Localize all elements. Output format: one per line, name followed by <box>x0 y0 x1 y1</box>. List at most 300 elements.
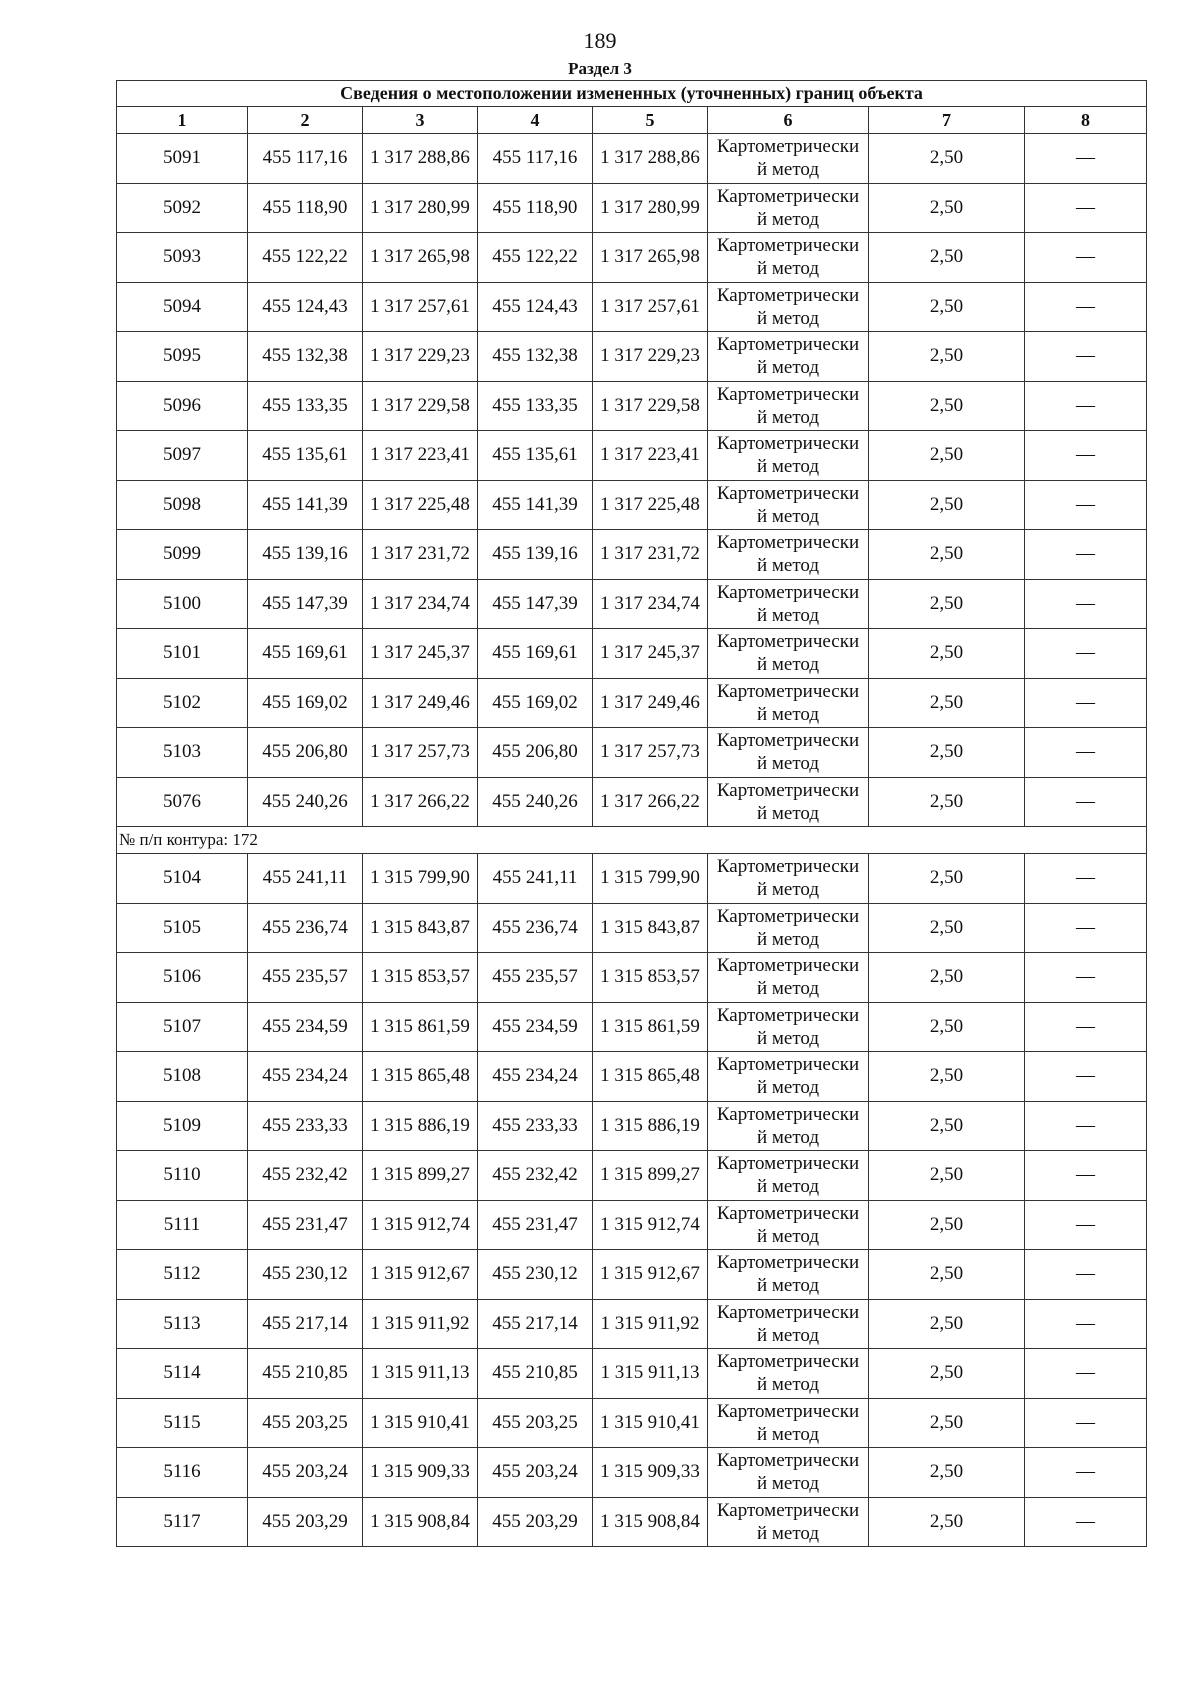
x-existing-cell: 455 234,24 <box>248 1052 363 1102</box>
point-number-cell: 5094 <box>117 282 248 332</box>
y-new-cell: 1 317 229,23 <box>593 332 708 382</box>
x-new-cell: 455 133,35 <box>478 381 593 431</box>
point-number-cell: 5092 <box>117 183 248 233</box>
method-cell <box>708 854 869 904</box>
description-cell: — <box>1025 1101 1147 1151</box>
y-new-cell: 1 317 229,58 <box>593 381 708 431</box>
method-line-2: й метод <box>756 1324 820 1346</box>
method-cell <box>708 282 869 332</box>
method-line-1: Картометрически <box>716 730 860 752</box>
y-new-cell: 1 317 245,37 <box>593 629 708 679</box>
y-new-cell: 1 315 912,74 <box>593 1200 708 1250</box>
method-line-1: Картометрически <box>716 1054 860 1076</box>
method-cell <box>708 629 869 679</box>
method-line-2: й метод <box>756 1275 820 1297</box>
accuracy-cell: 2,50 <box>869 1250 1025 1300</box>
method-line-1: Картометрически <box>716 185 860 207</box>
description-cell: — <box>1025 777 1147 827</box>
x-existing-cell: 455 203,29 <box>248 1497 363 1547</box>
description-cell: — <box>1025 1497 1147 1547</box>
table-row <box>117 183 1147 233</box>
accuracy-cell: 2,50 <box>869 381 1025 431</box>
column-number-8: 8 <box>1025 107 1147 134</box>
y-existing-cell: 1 315 886,19 <box>363 1101 478 1151</box>
y-new-cell: 1 315 911,13 <box>593 1349 708 1399</box>
method-line-2: й метод <box>756 604 820 626</box>
method-line-2: й метод <box>756 406 820 428</box>
y-new-cell: 1 317 234,74 <box>593 579 708 629</box>
y-existing-cell: 1 315 910,41 <box>363 1398 478 1448</box>
method-cell <box>708 579 869 629</box>
method-line-2: й метод <box>756 456 820 478</box>
x-new-cell: 455 117,16 <box>478 134 593 184</box>
description-cell: — <box>1025 678 1147 728</box>
y-existing-cell: 1 317 223,41 <box>363 431 478 481</box>
point-number-cell: 5098 <box>117 480 248 530</box>
y-existing-cell: 1 317 229,23 <box>363 332 478 382</box>
method-cell <box>708 728 869 778</box>
x-existing-cell: 455 206,80 <box>248 728 363 778</box>
method-line-1: Картометрически <box>716 532 860 554</box>
y-existing-cell: 1 317 266,22 <box>363 777 478 827</box>
accuracy-cell: 2,50 <box>869 1299 1025 1349</box>
point-number-cell: 5113 <box>117 1299 248 1349</box>
method-line-2: й метод <box>756 505 820 527</box>
accuracy-cell: 2,50 <box>869 1448 1025 1498</box>
accuracy-cell: 2,50 <box>869 530 1025 580</box>
method-line-2: й метод <box>756 357 820 379</box>
description-cell: — <box>1025 953 1147 1003</box>
x-new-cell: 455 210,85 <box>478 1349 593 1399</box>
description-cell: — <box>1025 530 1147 580</box>
table-row <box>117 332 1147 382</box>
description-cell: — <box>1025 728 1147 778</box>
accuracy-cell: 2,50 <box>869 1052 1025 1102</box>
method-cell <box>708 530 869 580</box>
y-new-cell: 1 317 249,46 <box>593 678 708 728</box>
description-cell: — <box>1025 282 1147 332</box>
table-row <box>117 1101 1147 1151</box>
method-line-2: й метод <box>756 879 820 901</box>
x-existing-cell: 455 141,39 <box>248 480 363 530</box>
table-row <box>117 1398 1147 1448</box>
x-new-cell: 455 203,25 <box>478 1398 593 1448</box>
point-number-cell: 5103 <box>117 728 248 778</box>
method-line-1: Картометрически <box>716 383 860 405</box>
description-cell: — <box>1025 381 1147 431</box>
x-existing-cell: 455 241,11 <box>248 854 363 904</box>
method-line-1: Картометрически <box>716 856 860 878</box>
accuracy-cell: 2,50 <box>869 134 1025 184</box>
method-line-2: й метод <box>756 1027 820 1049</box>
description-cell: — <box>1025 183 1147 233</box>
method-line-1: Картометрически <box>716 1499 860 1521</box>
method-cell <box>708 183 869 233</box>
method-cell <box>708 1349 869 1399</box>
y-existing-cell: 1 315 908,84 <box>363 1497 478 1547</box>
description-cell: — <box>1025 1151 1147 1201</box>
x-existing-cell: 455 147,39 <box>248 579 363 629</box>
y-new-cell: 1 315 853,57 <box>593 953 708 1003</box>
y-new-cell: 1 317 225,48 <box>593 480 708 530</box>
description-cell: — <box>1025 134 1147 184</box>
point-number-cell: 5110 <box>117 1151 248 1201</box>
y-new-cell: 1 317 280,99 <box>593 183 708 233</box>
table-row <box>117 777 1147 827</box>
description-cell: — <box>1025 480 1147 530</box>
method-cell <box>708 1497 869 1547</box>
y-new-cell: 1 317 266,22 <box>593 777 708 827</box>
y-new-cell: 1 315 899,27 <box>593 1151 708 1201</box>
contour-label: № п/п контура: 172 <box>117 827 1147 854</box>
x-new-cell: 455 147,39 <box>478 579 593 629</box>
table-row <box>117 903 1147 953</box>
method-line-1: Картометрически <box>716 1004 860 1026</box>
accuracy-cell: 2,50 <box>869 728 1025 778</box>
y-new-cell: 1 315 865,48 <box>593 1052 708 1102</box>
table-caption-row <box>117 81 1147 107</box>
method-line-2: й метод <box>756 1077 820 1099</box>
table-row <box>117 1299 1147 1349</box>
y-existing-cell: 1 315 843,87 <box>363 903 478 953</box>
method-line-1: Картометрически <box>716 334 860 356</box>
method-cell <box>708 903 869 953</box>
table-row <box>117 854 1147 904</box>
x-new-cell: 455 124,43 <box>478 282 593 332</box>
y-existing-cell: 1 315 911,13 <box>363 1349 478 1399</box>
method-line-2: й метод <box>756 208 820 230</box>
x-new-cell: 455 139,16 <box>478 530 593 580</box>
method-line-1: Картометрически <box>716 482 860 504</box>
table-row <box>117 1052 1147 1102</box>
column-number-row <box>117 107 1147 134</box>
y-new-cell: 1 315 909,33 <box>593 1448 708 1498</box>
description-cell: — <box>1025 903 1147 953</box>
table-row <box>117 1349 1147 1399</box>
description-cell: — <box>1025 1002 1147 1052</box>
point-number-cell: 5095 <box>117 332 248 382</box>
table-row <box>117 381 1147 431</box>
y-new-cell: 1 315 908,84 <box>593 1497 708 1547</box>
x-new-cell: 455 236,74 <box>478 903 593 953</box>
point-number-cell: 5100 <box>117 579 248 629</box>
method-cell <box>708 1299 869 1349</box>
accuracy-cell: 2,50 <box>869 282 1025 332</box>
y-existing-cell: 1 317 231,72 <box>363 530 478 580</box>
x-existing-cell: 455 203,25 <box>248 1398 363 1448</box>
table-row <box>117 134 1147 184</box>
y-existing-cell: 1 317 229,58 <box>363 381 478 431</box>
method-line-2: й метод <box>756 703 820 725</box>
method-line-2: й метод <box>756 654 820 676</box>
column-number-2: 2 <box>248 107 363 134</box>
method-cell <box>708 1151 869 1201</box>
point-number-cell: 5108 <box>117 1052 248 1102</box>
point-number-cell: 5102 <box>117 678 248 728</box>
x-new-cell: 455 217,14 <box>478 1299 593 1349</box>
x-new-cell: 455 132,38 <box>478 332 593 382</box>
y-existing-cell: 1 317 249,46 <box>363 678 478 728</box>
method-cell <box>708 1448 869 1498</box>
method-cell <box>708 1200 869 1250</box>
method-line-1: Картометрически <box>716 1202 860 1224</box>
method-line-1: Картометрически <box>716 235 860 257</box>
x-new-cell: 455 230,12 <box>478 1250 593 1300</box>
x-new-cell: 455 141,39 <box>478 480 593 530</box>
method-line-2: й метод <box>756 802 820 824</box>
method-cell <box>708 1101 869 1151</box>
method-cell <box>708 134 869 184</box>
method-line-1: Картометрически <box>716 1103 860 1125</box>
point-number-cell: 5104 <box>117 854 248 904</box>
y-existing-cell: 1 317 234,74 <box>363 579 478 629</box>
method-cell <box>708 678 869 728</box>
accuracy-cell: 2,50 <box>869 953 1025 1003</box>
method-cell <box>708 233 869 283</box>
description-cell: — <box>1025 1299 1147 1349</box>
method-line-2: й метод <box>756 1374 820 1396</box>
description-cell: — <box>1025 629 1147 679</box>
x-existing-cell: 455 118,90 <box>248 183 363 233</box>
point-number-cell: 5093 <box>117 233 248 283</box>
method-line-1: Картометрически <box>716 581 860 603</box>
point-number-cell: 5114 <box>117 1349 248 1399</box>
description-cell: — <box>1025 1250 1147 1300</box>
table-row <box>117 431 1147 481</box>
x-existing-cell: 455 234,59 <box>248 1002 363 1052</box>
x-existing-cell: 455 139,16 <box>248 530 363 580</box>
x-existing-cell: 455 230,12 <box>248 1250 363 1300</box>
method-cell <box>708 1052 869 1102</box>
description-cell: — <box>1025 1398 1147 1448</box>
table-row <box>117 728 1147 778</box>
y-existing-cell: 1 317 257,61 <box>363 282 478 332</box>
table-row <box>117 1497 1147 1547</box>
method-line-2: й метод <box>756 1522 820 1544</box>
method-line-2: й метод <box>756 555 820 577</box>
table-row <box>117 282 1147 332</box>
contour-row <box>117 827 1147 854</box>
description-cell: — <box>1025 1052 1147 1102</box>
y-existing-cell: 1 315 853,57 <box>363 953 478 1003</box>
y-new-cell: 1 315 886,19 <box>593 1101 708 1151</box>
x-existing-cell: 455 133,35 <box>248 381 363 431</box>
method-cell <box>708 381 869 431</box>
x-existing-cell: 455 124,43 <box>248 282 363 332</box>
y-new-cell: 1 315 843,87 <box>593 903 708 953</box>
table-row <box>117 629 1147 679</box>
y-new-cell: 1 315 799,90 <box>593 854 708 904</box>
x-existing-cell: 455 236,74 <box>248 903 363 953</box>
y-existing-cell: 1 317 265,98 <box>363 233 478 283</box>
y-new-cell: 1 317 257,61 <box>593 282 708 332</box>
x-new-cell: 455 135,61 <box>478 431 593 481</box>
method-cell <box>708 953 869 1003</box>
method-line-2: й метод <box>756 1423 820 1445</box>
method-line-1: Картометрически <box>716 1153 860 1175</box>
y-existing-cell: 1 317 245,37 <box>363 629 478 679</box>
method-line-1: Картометрически <box>716 433 860 455</box>
accuracy-cell: 2,50 <box>869 1349 1025 1399</box>
x-existing-cell: 455 210,85 <box>248 1349 363 1399</box>
point-number-cell: 5097 <box>117 431 248 481</box>
table-title: Сведения о местоположении измененных (уточненных) границ объекта <box>117 81 1147 107</box>
y-new-cell: 1 315 912,67 <box>593 1250 708 1300</box>
x-new-cell: 455 235,57 <box>478 953 593 1003</box>
table-row <box>117 233 1147 283</box>
y-existing-cell: 1 315 909,33 <box>363 1448 478 1498</box>
x-existing-cell: 455 217,14 <box>248 1299 363 1349</box>
x-existing-cell: 455 231,47 <box>248 1200 363 1250</box>
y-existing-cell: 1 315 912,74 <box>363 1200 478 1250</box>
method-cell <box>708 332 869 382</box>
x-existing-cell: 455 240,26 <box>248 777 363 827</box>
method-cell <box>708 1398 869 1448</box>
x-new-cell: 455 122,22 <box>478 233 593 283</box>
x-new-cell: 455 169,02 <box>478 678 593 728</box>
y-existing-cell: 1 317 288,86 <box>363 134 478 184</box>
x-new-cell: 455 233,33 <box>478 1101 593 1151</box>
point-number-cell: 5111 <box>117 1200 248 1250</box>
x-existing-cell: 455 122,22 <box>248 233 363 283</box>
coordinates-table <box>116 80 1147 1547</box>
description-cell: — <box>1025 854 1147 904</box>
accuracy-cell: 2,50 <box>869 903 1025 953</box>
accuracy-cell: 2,50 <box>869 1002 1025 1052</box>
x-existing-cell: 455 132,38 <box>248 332 363 382</box>
method-line-2: й метод <box>756 307 820 329</box>
x-existing-cell: 455 235,57 <box>248 953 363 1003</box>
description-cell: — <box>1025 579 1147 629</box>
accuracy-cell: 2,50 <box>869 332 1025 382</box>
column-number-5: 5 <box>593 107 708 134</box>
accuracy-cell: 2,50 <box>869 777 1025 827</box>
table-row <box>117 1448 1147 1498</box>
method-line-1: Картометрически <box>716 1252 860 1274</box>
accuracy-cell: 2,50 <box>869 678 1025 728</box>
description-cell: — <box>1025 332 1147 382</box>
description-cell: — <box>1025 233 1147 283</box>
method-cell <box>708 431 869 481</box>
point-number-cell: 5116 <box>117 1448 248 1498</box>
y-existing-cell: 1 315 912,67 <box>363 1250 478 1300</box>
y-new-cell: 1 317 223,41 <box>593 431 708 481</box>
method-cell <box>708 1002 869 1052</box>
method-line-1: Картометрически <box>716 1400 860 1422</box>
method-line-1: Картометрически <box>716 631 860 653</box>
accuracy-cell: 2,50 <box>869 1101 1025 1151</box>
x-new-cell: 455 169,61 <box>478 629 593 679</box>
table-row <box>117 678 1147 728</box>
method-cell <box>708 1250 869 1300</box>
y-new-cell: 1 317 231,72 <box>593 530 708 580</box>
point-number-cell: 5115 <box>117 1398 248 1448</box>
y-existing-cell: 1 317 280,99 <box>363 183 478 233</box>
column-number-7: 7 <box>869 107 1025 134</box>
y-new-cell: 1 315 910,41 <box>593 1398 708 1448</box>
y-new-cell: 1 317 265,98 <box>593 233 708 283</box>
column-number-6: 6 <box>708 107 869 134</box>
method-line-2: й метод <box>756 258 820 280</box>
method-line-2: й метод <box>756 1473 820 1495</box>
column-number-3: 3 <box>363 107 478 134</box>
x-new-cell: 455 240,26 <box>478 777 593 827</box>
accuracy-cell: 2,50 <box>869 431 1025 481</box>
point-number-cell: 5106 <box>117 953 248 1003</box>
accuracy-cell: 2,50 <box>869 183 1025 233</box>
method-line-2: й метод <box>756 753 820 775</box>
description-cell: — <box>1025 1448 1147 1498</box>
method-cell <box>708 480 869 530</box>
accuracy-cell: 2,50 <box>869 480 1025 530</box>
x-new-cell: 455 118,90 <box>478 183 593 233</box>
y-existing-cell: 1 315 865,48 <box>363 1052 478 1102</box>
accuracy-cell: 2,50 <box>869 1497 1025 1547</box>
point-number-cell: 5076 <box>117 777 248 827</box>
y-existing-cell: 1 315 911,92 <box>363 1299 478 1349</box>
section-title: Раздел 3 <box>568 59 632 78</box>
method-cell <box>708 777 869 827</box>
table-row <box>117 1200 1147 1250</box>
y-existing-cell: 1 315 799,90 <box>363 854 478 904</box>
point-number-cell: 5101 <box>117 629 248 679</box>
point-number-cell: 5091 <box>117 134 248 184</box>
accuracy-cell: 2,50 <box>869 629 1025 679</box>
method-line-2: й метод <box>756 978 820 1000</box>
point-number-cell: 5117 <box>117 1497 248 1547</box>
table-row <box>117 579 1147 629</box>
y-new-cell: 1 317 288,86 <box>593 134 708 184</box>
description-cell: — <box>1025 1349 1147 1399</box>
accuracy-cell: 2,50 <box>869 1398 1025 1448</box>
y-new-cell: 1 315 861,59 <box>593 1002 708 1052</box>
x-new-cell: 455 232,42 <box>478 1151 593 1201</box>
x-existing-cell: 455 169,61 <box>248 629 363 679</box>
accuracy-cell: 2,50 <box>869 854 1025 904</box>
x-existing-cell: 455 135,61 <box>248 431 363 481</box>
description-cell: — <box>1025 1200 1147 1250</box>
method-line-1: Картометрически <box>716 779 860 801</box>
y-existing-cell: 1 317 257,73 <box>363 728 478 778</box>
point-number-cell: 5107 <box>117 1002 248 1052</box>
method-line-1: Картометрически <box>716 1450 860 1472</box>
method-line-1: Картометрически <box>716 905 860 927</box>
method-line-2: й метод <box>756 159 820 181</box>
point-number-cell: 5112 <box>117 1250 248 1300</box>
y-existing-cell: 1 315 899,27 <box>363 1151 478 1201</box>
page-number: 189 <box>583 28 617 53</box>
table-row <box>117 953 1147 1003</box>
accuracy-cell: 2,50 <box>869 1151 1025 1201</box>
point-number-cell: 5105 <box>117 903 248 953</box>
x-new-cell: 455 241,11 <box>478 854 593 904</box>
method-line-2: й метод <box>756 1225 820 1247</box>
x-existing-cell: 455 117,16 <box>248 134 363 184</box>
method-line-2: й метод <box>756 1176 820 1198</box>
table-row <box>117 1250 1147 1300</box>
x-new-cell: 455 231,47 <box>478 1200 593 1250</box>
x-existing-cell: 455 203,24 <box>248 1448 363 1498</box>
y-existing-cell: 1 315 861,59 <box>363 1002 478 1052</box>
method-line-1: Картометрически <box>716 680 860 702</box>
x-existing-cell: 455 233,33 <box>248 1101 363 1151</box>
method-line-2: й метод <box>756 928 820 950</box>
column-number-4: 4 <box>478 107 593 134</box>
x-new-cell: 455 206,80 <box>478 728 593 778</box>
table-row <box>117 530 1147 580</box>
point-number-cell: 5096 <box>117 381 248 431</box>
y-new-cell: 1 315 911,92 <box>593 1299 708 1349</box>
